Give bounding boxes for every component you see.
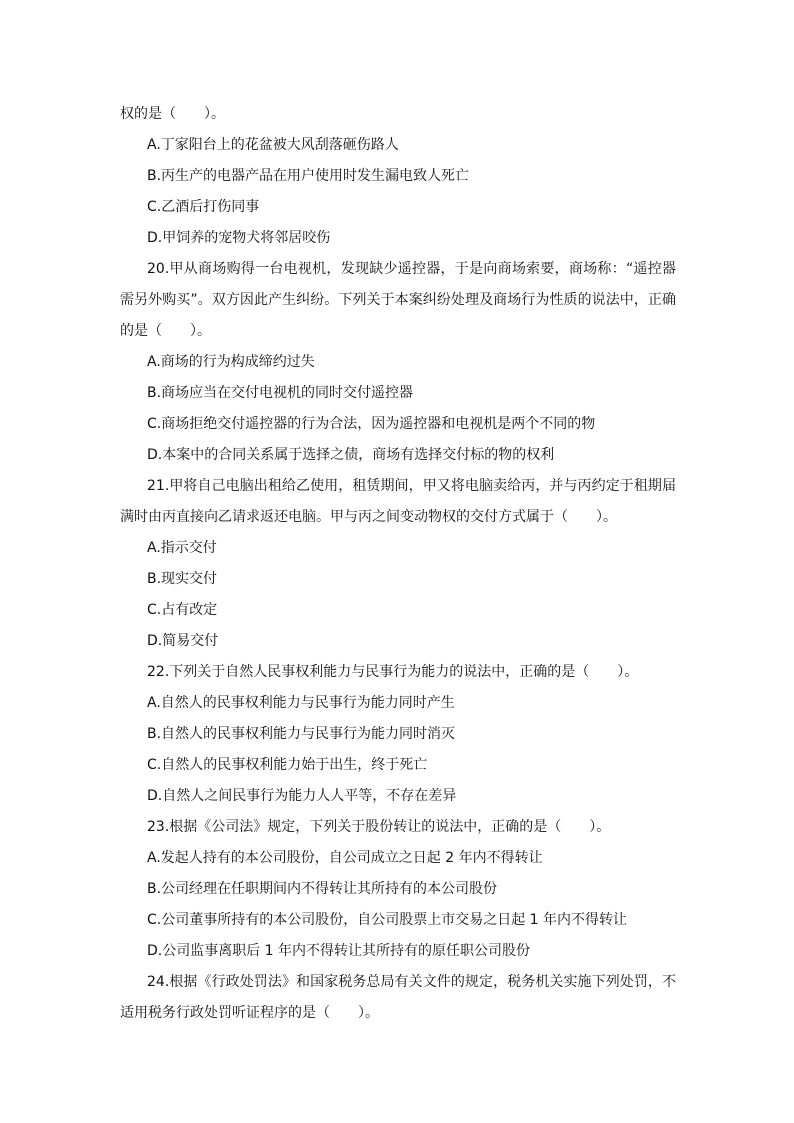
question-23-option-d: D.公司监事离职后 1 年内不得转让其所持有的原任职公司股份 [147, 943, 531, 959]
question-23-option-b: B.公司经理在任职期间内不得转让其所持有的本公司股份 [147, 881, 498, 897]
question-24-stem-line-2: 适用税务行政处罚听证程序的是（ ）。 [120, 1005, 379, 1021]
question-23-stem: 23.根据《公司法》规定，下列关于股份转让的说法中，正确的是（ ）。 [147, 819, 611, 835]
question-19-stem-end: 权的是（ ）。 [120, 106, 225, 122]
question-19-option-c: C.乙酒后打伤同事 [147, 199, 260, 215]
question-20-option-d: D.本案中的合同关系属于选择之债，商场有选择交付标的物的权利 [147, 447, 555, 463]
question-21-option-c: C.占有改定 [147, 602, 218, 618]
question-20-option-a: A.商场的行为构成缔约过失 [147, 354, 315, 370]
question-22-stem: 22.下列关于自然人民事权利能力与民事行为能力的说法中，正确的是（ ）。 [147, 664, 639, 680]
question-21-option-b: B.现实交付 [147, 571, 218, 587]
question-20-stem-line-3: 的是（ ）。 [120, 323, 211, 339]
question-21-stem-line-2: 满时由丙直接向乙请求返还电脑。甲与丙之间变动物权的交付方式属于（ ）。 [120, 509, 617, 525]
question-20-option-c: C.商场拒绝交付遥控器的行为合法，因为遥控器和电视机是两个不同的物 [147, 416, 596, 432]
question-20-stem-line-2: 需另外购买”。双方因此产生纠纷。下列关于本案纠纷处理及商场行为性质的说法中，正确 [120, 292, 676, 308]
question-24-stem-line-1: 24.根据《行政处罚法》和国家税务总局有关文件的规定，税务机关实施下列处罚，不 [147, 974, 676, 990]
question-19-option-b: B.丙生产的电器产品在用户使用时发生漏电致人死亡 [147, 168, 470, 184]
question-21-option-d: D.简易交付 [147, 633, 219, 649]
question-22-option-a: A.自然人的民事权利能力与民事行为能力同时产生 [147, 695, 455, 711]
question-22-option-b: B.自然人的民事权利能力与民事行为能力同时消灭 [147, 726, 456, 742]
question-21-stem-line-1: 21.甲将自己电脑出租给乙使用，租赁期间，甲又将电脑卖给丙，并与丙约定于租期届 [147, 478, 676, 494]
question-21-option-a: A.指示交付 [147, 540, 217, 556]
question-19-option-d: D.甲饲养的宠物犬将邻居咬伤 [147, 230, 331, 246]
question-22-option-d: D.自然人之间民事行为能力人人平等，不存在差异 [147, 788, 457, 804]
question-19-option-a: A.丁家阳台上的花盆被大风刮落砸伤路人 [147, 137, 399, 153]
page-body [120, 99, 676, 1029]
question-20-option-b: B.商场应当在交付电视机的同时交付遥控器 [147, 385, 414, 401]
question-23-option-c: C.公司董事所持有的本公司股份，自公司股票上市交易之日起 1 年内不得转让 [147, 912, 628, 928]
question-20-stem-line-1: 20.甲从商场购得一台电视机，发现缺少遥控器，于是向商场索要，商场称：“遥控器 [147, 261, 676, 277]
question-23-option-a: A.发起人持有的本公司股份，自公司成立之日起 2 年内不得转让 [147, 850, 543, 866]
question-22-option-c: C.自然人的民事权利能力始于出生，终于死亡 [147, 757, 428, 773]
